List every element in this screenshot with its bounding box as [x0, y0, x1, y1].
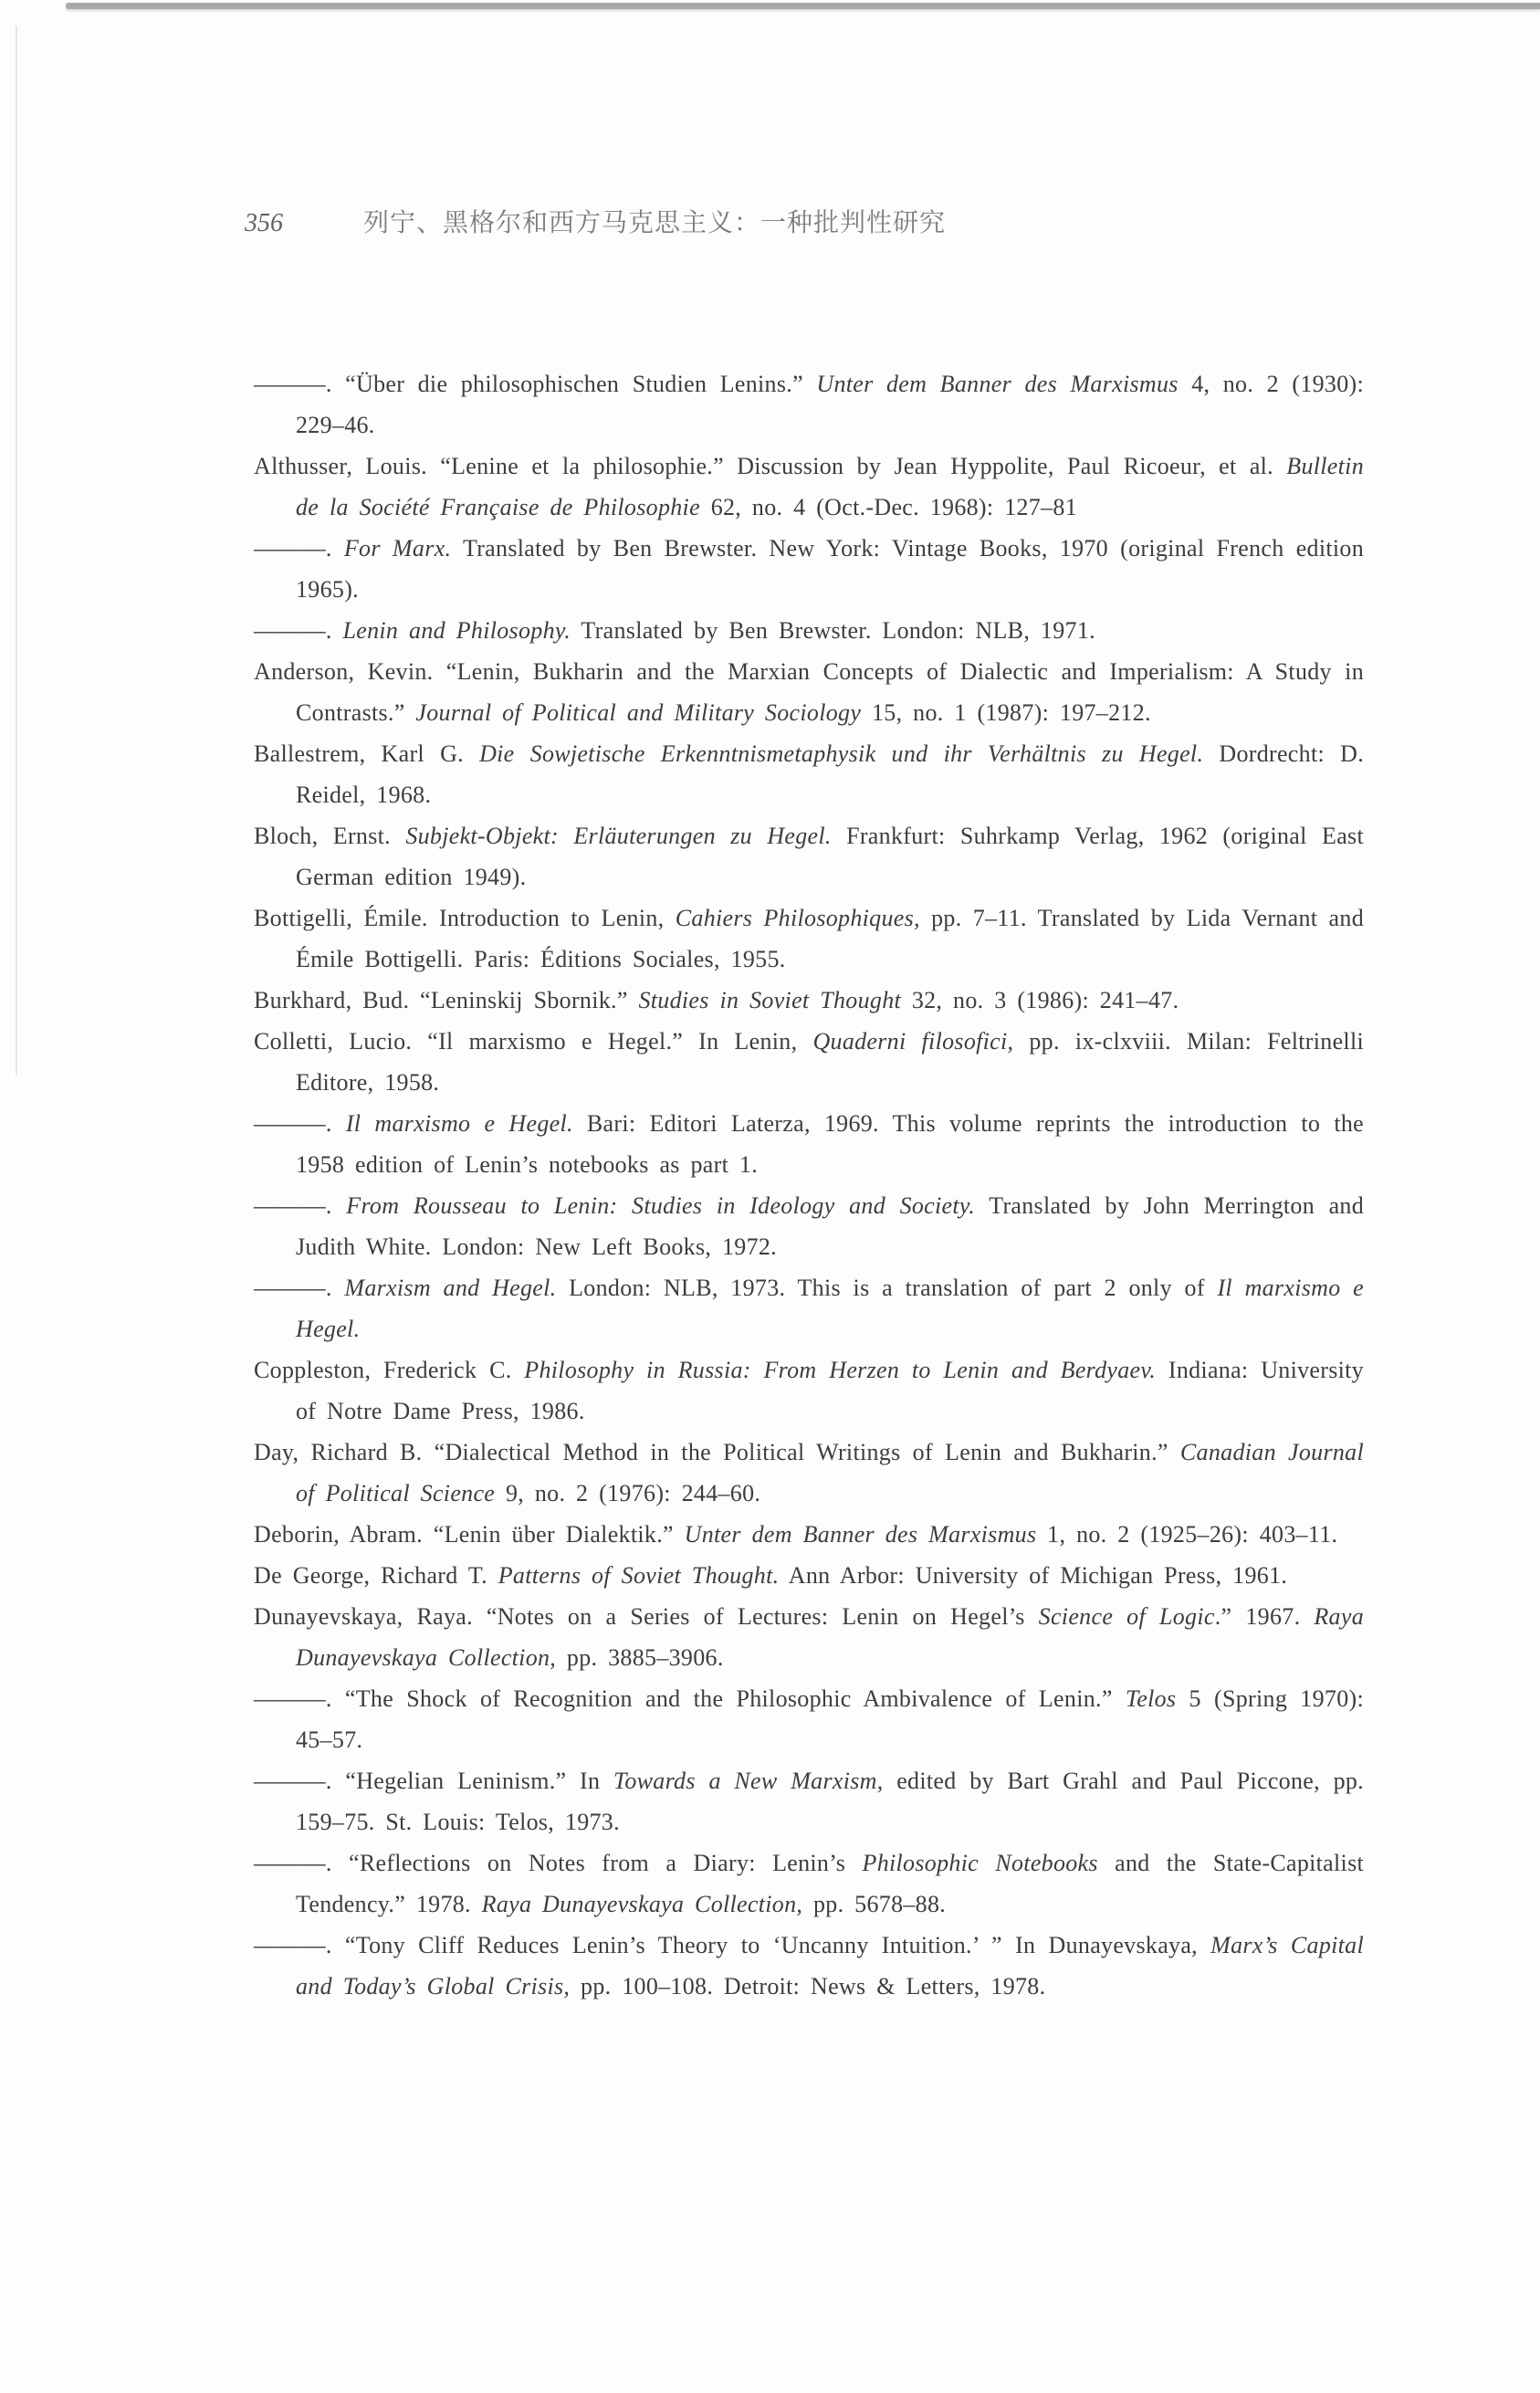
bibliography-entry	[254, 897, 1364, 980]
bibliography-list	[254, 363, 1364, 2007]
italic-title-segment: Raya Dunayevskaya Collection,	[296, 1603, 1364, 1671]
bibliography-entry	[254, 1760, 1364, 1842]
bibliography-entry	[254, 1021, 1364, 1103]
text-segment: Bari: Editori Laterza, 1969. This volume reprints the introduction to the 1958 edition of Lenin’s notebooks as part 1.	[296, 1110, 1365, 1178]
italic-title-segment: Marx’s Capital and Today’s Global Crisis,	[296, 1932, 1364, 1999]
text-segment: Burkhard, Bud. “Leninskij Sbornik.”	[254, 987, 639, 1013]
italic-title-segment: Studies in Soviet Thought	[638, 987, 902, 1013]
bibliography-entry	[254, 1103, 1364, 1185]
text-segment: pp. ix-clxviii. Milan: Feltrinelli Editore, 1958.	[296, 1028, 1364, 1096]
text-segment: ———.	[254, 1192, 347, 1219]
text-segment: pp. 5678–88.	[802, 1891, 947, 1917]
italic-title-segment: Subjekt-Objekt: Erläuterungen zu Hegel.	[405, 823, 832, 849]
bibliography-entry	[254, 1514, 1364, 1555]
bibliography-entry	[254, 610, 1364, 651]
italic-title-segment: Telos	[1125, 1685, 1177, 1712]
text-segment: Bloch, Ernst.	[254, 823, 406, 849]
bibliography-entry	[254, 1555, 1364, 1596]
running-header	[245, 203, 946, 239]
text-segment: and the State-Capitalist Tendency.” 1978.	[296, 1850, 1365, 1917]
italic-title-segment: Cahiers Philosophiques,	[675, 905, 920, 931]
italic-title-segment: Die Sowjetische Erkenntnismetaphysik und ihr Verhältnis zu Hegel.	[479, 740, 1204, 767]
text-segment: Deborin, Abram. “Lenin über Dialektik.”	[254, 1521, 685, 1548]
bibliography-entry	[254, 1432, 1364, 1514]
italic-title-segment: Il marxismo e Hegel.	[296, 1275, 1365, 1342]
bibliography-entry	[254, 1678, 1364, 1760]
bibliography-entry	[254, 1925, 1364, 2007]
text-segment: ———. “Hegelian Leninism.” In	[254, 1768, 613, 1794]
text-segment: Indiana: University of Notre Dame Press, 1986.	[296, 1357, 1364, 1424]
text-segment: London: NLB, 1973. This is a translation of part 2 only of	[556, 1275, 1218, 1301]
text-segment: .” 1967.	[1214, 1603, 1315, 1630]
bibliography-entry	[254, 1349, 1364, 1432]
text-segment: Translated by John Merrington and Judith White. London: New Left Books, 1972.	[296, 1192, 1365, 1260]
text-segment: ———.	[254, 1275, 345, 1301]
text-segment: Ann Arbor: University of Michigan Press, 1961.	[779, 1562, 1288, 1589]
text-segment: Althusser, Louis. “Lenine et la philosophie.” Discussion by Jean Hyppolite, Paul Ricoeur, et al.	[254, 453, 1287, 479]
bibliography-entry	[254, 980, 1364, 1021]
italic-title-segment: Raya Dunayevskaya Collection,	[481, 1891, 803, 1917]
text-segment: Bottigelli, Émile. Introduction to Lenin,	[254, 905, 676, 931]
text-segment: Anderson, Kevin. “Lenin, Bukharin and the Marxian Concepts of Dialectic and Imperialism: A Study in Contrasts.”	[254, 658, 1364, 726]
bibliography-entry	[254, 446, 1364, 528]
text-segment: Dunayevskaya, Raya. “Notes on a Series of Lectures: Lenin on Hegel’s	[254, 1603, 1039, 1630]
text-segment: pp. 3885–3906.	[556, 1644, 724, 1671]
italic-title-segment: Canadian Journal of Political Science	[296, 1439, 1365, 1506]
italic-title-segment: Unter dem Banner des Marxismus	[816, 371, 1179, 397]
bibliography-entry	[254, 1267, 1364, 1349]
italic-title-segment: Patterns of Soviet Thought.	[498, 1562, 780, 1589]
text-segment: ———. “Reflections on Notes from a Diary: Lenin’s	[254, 1850, 863, 1876]
italic-title-segment: Unter dem Banner des Marxismus	[684, 1521, 1037, 1548]
bibliography-entry	[254, 651, 1364, 733]
text-segment: edited by Bart Grahl and Paul Piccone, pp. 159–75. St. Louis: Telos, 1973.	[296, 1768, 1364, 1835]
italic-title-segment: Journal of Political and Military Sociology	[415, 699, 862, 726]
bibliography-entry	[254, 1185, 1364, 1267]
italic-title-segment: Lenin and Philosophy.	[342, 617, 571, 644]
bibliography-entry	[254, 363, 1364, 446]
text-segment: ———.	[254, 1110, 346, 1137]
italic-title-segment: From Rousseau to Lenin: Studies in Ideology and Society.	[346, 1192, 976, 1219]
text-segment: ———. “The Shock of Recognition and the Philosophic Ambivalence of Lenin.”	[254, 1685, 1126, 1712]
italic-title-segment: Il marxismo e Hegel.	[345, 1110, 573, 1137]
text-segment: Dordrecht: D. Reidel, 1968.	[296, 740, 1364, 808]
text-segment: Frankfurt: Suhrkamp Verlag, 1962 (original East German edition 1949).	[296, 823, 1364, 890]
italic-title-segment: Philosophy in Russia: From Herzen to Lenin and Berdyaev.	[524, 1357, 1157, 1383]
text-segment: De George, Richard T.	[254, 1562, 498, 1589]
text-segment: ———.	[254, 535, 344, 562]
running-title: 列宁、黑格尔和西方马克思主义：一种批判性研究	[363, 207, 947, 237]
text-segment: pp. 7–11. Translated by Lida Vernant and Émile Bottigelli. Paris: Éditions Sociales, 1955.	[296, 905, 1365, 972]
bibliography-entry	[254, 815, 1364, 897]
bibliography-entry	[254, 1596, 1364, 1678]
page-number: 356	[245, 209, 283, 237]
italic-title-segment: Marxism and Hegel.	[344, 1275, 557, 1301]
italic-title-segment: Bulletin de la Société Française de Philosophie	[296, 453, 1364, 520]
italic-title-segment: Science of Logic	[1038, 1603, 1215, 1630]
text-segment: Translated by Ben Brewster. New York: Vintage Books, 1970 (original French edition 1965).	[296, 535, 1365, 603]
text-segment: Translated by Ben Brewster. London: NLB, 1971.	[571, 617, 1095, 644]
italic-title-segment: Towards a New Marxism,	[613, 1768, 884, 1794]
text-segment: 15, no. 1 (1987): 197–212.	[861, 699, 1151, 726]
text-segment: 5 (Spring 1970): 45–57.	[296, 1685, 1364, 1753]
scan-left-edge-artifact	[16, 26, 17, 1076]
bibliography-entry	[254, 528, 1364, 610]
text-segment: 62, no. 4 (Oct.-Dec. 1968): 127–81	[699, 494, 1078, 520]
text-segment: ———. “Tony Cliff Reduces Lenin’s Theory to ‘Uncanny Intuition.’ ” In Dunayevskaya,	[254, 1932, 1211, 1958]
text-segment: 32, no. 3 (1986): 241–47.	[901, 987, 1179, 1013]
bibliography-entry	[254, 1842, 1364, 1925]
italic-title-segment: Quaderni filosofici,	[812, 1028, 1014, 1055]
text-segment: 4, no. 2 (1930): 229–46.	[296, 371, 1365, 438]
italic-title-segment: Philosophic Notebooks	[862, 1850, 1098, 1876]
text-segment: ———. “Über die philosophischen Studien Lenins.”	[254, 371, 817, 397]
text-segment: 1, no. 2 (1925–26): 403–11.	[1036, 1521, 1338, 1548]
text-segment: Coppleston, Frederick C.	[254, 1357, 525, 1383]
text-segment: Day, Richard B. “Dialectical Method in the Political Writings of Lenin and Bukharin.”	[254, 1439, 1180, 1465]
italic-title-segment: For Marx.	[343, 535, 452, 562]
bibliography-entry	[254, 733, 1364, 815]
text-segment: 9, no. 2 (1976): 244–60.	[495, 1480, 761, 1506]
scan-top-edge-artifact	[66, 3, 1540, 9]
text-segment: pp. 100–108. Detroit: News & Letters, 1978.	[570, 1973, 1046, 1999]
text-segment: Colletti, Lucio. “Il marxismo e Hegel.” In Lenin,	[254, 1028, 813, 1055]
text-segment: Ballestrem, Karl G.	[254, 740, 480, 767]
text-segment: ———.	[254, 617, 343, 644]
